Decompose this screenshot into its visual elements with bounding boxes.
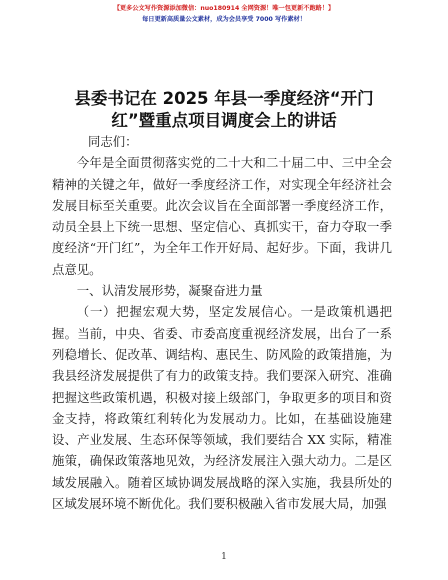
- promo-banner: [0, 4, 448, 24]
- page-number: 1: [221, 552, 227, 562]
- paragraph-intro: 今年是全面贯彻落实党的二十大和二十届二中、三中全会精神的关键之年，做好一季度经济工作，对实现全年经济社会发展目标至关重要。此次会议旨在全面部署一季度经济工作，动员全县上下统一思想、坚定信心、真抓实干，奋力夺取一季度经济“开门红”，为全年工作开好局、起好步。下面，我讲几点意见。: [52, 155, 392, 277]
- document-title: 县委书记在 2025 年县一季度经济“开门红”暨重点项目调度会上的讲话: [74, 89, 374, 130]
- section-heading: 一、认清发展形势，凝聚奋进力量: [76, 283, 263, 299]
- paragraph-body: （一）把握宏观大势，坚定发展信心。一是政策机遇把握。当前，中央、省委、市委高度重视经济发展，出台了一系列稳增长、促改革、调结构、惠民生、防风险的政策措施，为我县经济发展提供了有力的政策支持。我们要深入研究、准确把握这些政策机遇，积极对接上级部门，争取更多的项目和资金支持，将政策红利转化为发展动力。比如，在基础设施建设、产业发展、生态环保等领域，我们要结合 XX 实际，精准施策，确保政策落地见效，为经济发展注入强大动力。二是区域发展融入。随着区域协调发展战略的深入实施，我县所处的区域发展环境不断优化。我们要积极融入省市发展大局，加强: [52, 304, 392, 512]
- promo-banner-line-2: 每日更新高质量公文素材，成为会员享受 7000 写作素材！: [142, 16, 306, 23]
- salutation: 同志们：: [88, 134, 138, 149]
- promo-banner-line-1: 【更多公文写作资源添加微信：nuo180914 全网资源！唯一包更新不跑路！】: [113, 5, 335, 12]
- document-body: [52, 131, 392, 514]
